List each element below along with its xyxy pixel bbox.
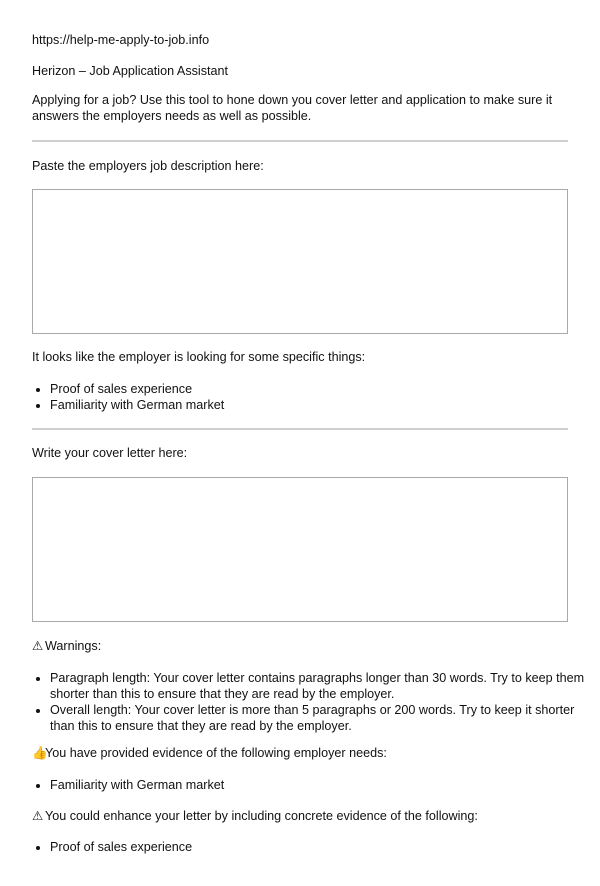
needs-list bbox=[32, 381, 586, 413]
warning-icon: ⚠ bbox=[32, 639, 44, 653]
list-item: • Overall length: Your cover letter is more than 5 paragraphs or 200 words. Try to keep it shorter than this to ensure that they are read by the employer. bbox=[50, 702, 586, 734]
enhance-heading bbox=[32, 808, 568, 824]
list-item: • Familiarity with German market bbox=[50, 777, 586, 793]
divider bbox=[32, 140, 568, 142]
divider bbox=[32, 428, 568, 430]
warnings-list bbox=[32, 670, 586, 734]
intro-text: Applying for a job? Use this tool to hone down you cover letter and application to make sure it answers the employers needs as well as possible. bbox=[32, 93, 553, 123]
warnings-label: Warnings: bbox=[45, 639, 102, 653]
warnings-heading bbox=[32, 638, 568, 654]
evidence-label: You have provided evidence of the following employer needs: bbox=[45, 746, 387, 760]
enhance-list bbox=[32, 839, 586, 855]
list-item: • Proof of sales experience bbox=[50, 381, 586, 397]
cover-letter-label: Write your cover letter here: bbox=[32, 446, 188, 460]
cover-letter-input[interactable] bbox=[32, 477, 568, 622]
enhance-label: You could enhance your letter by including concrete evidence of the following: bbox=[45, 809, 478, 823]
evidence-list bbox=[32, 777, 586, 793]
list-item: • Familiarity with German market bbox=[50, 397, 586, 413]
list-item: • Paragraph length: Your cover letter contains paragraphs longer than 30 words. Try to keep them shorter than this to ensure that they are read by the employer. bbox=[50, 670, 586, 702]
job-description-label: Paste the employers job description here: bbox=[32, 159, 264, 173]
job-description-input[interactable] bbox=[32, 189, 568, 334]
page-title: Herizon – Job Application Assistant bbox=[32, 64, 229, 78]
site-url: https://help-me-apply-to-job.info bbox=[32, 33, 210, 47]
thumbs-up-icon: 👍 bbox=[32, 746, 48, 760]
needs-label: It looks like the employer is looking for some specific things: bbox=[32, 350, 366, 364]
warning-icon: ⚠ bbox=[32, 809, 44, 823]
evidence-heading bbox=[32, 745, 568, 761]
list-item: • Proof of sales experience bbox=[50, 839, 586, 855]
